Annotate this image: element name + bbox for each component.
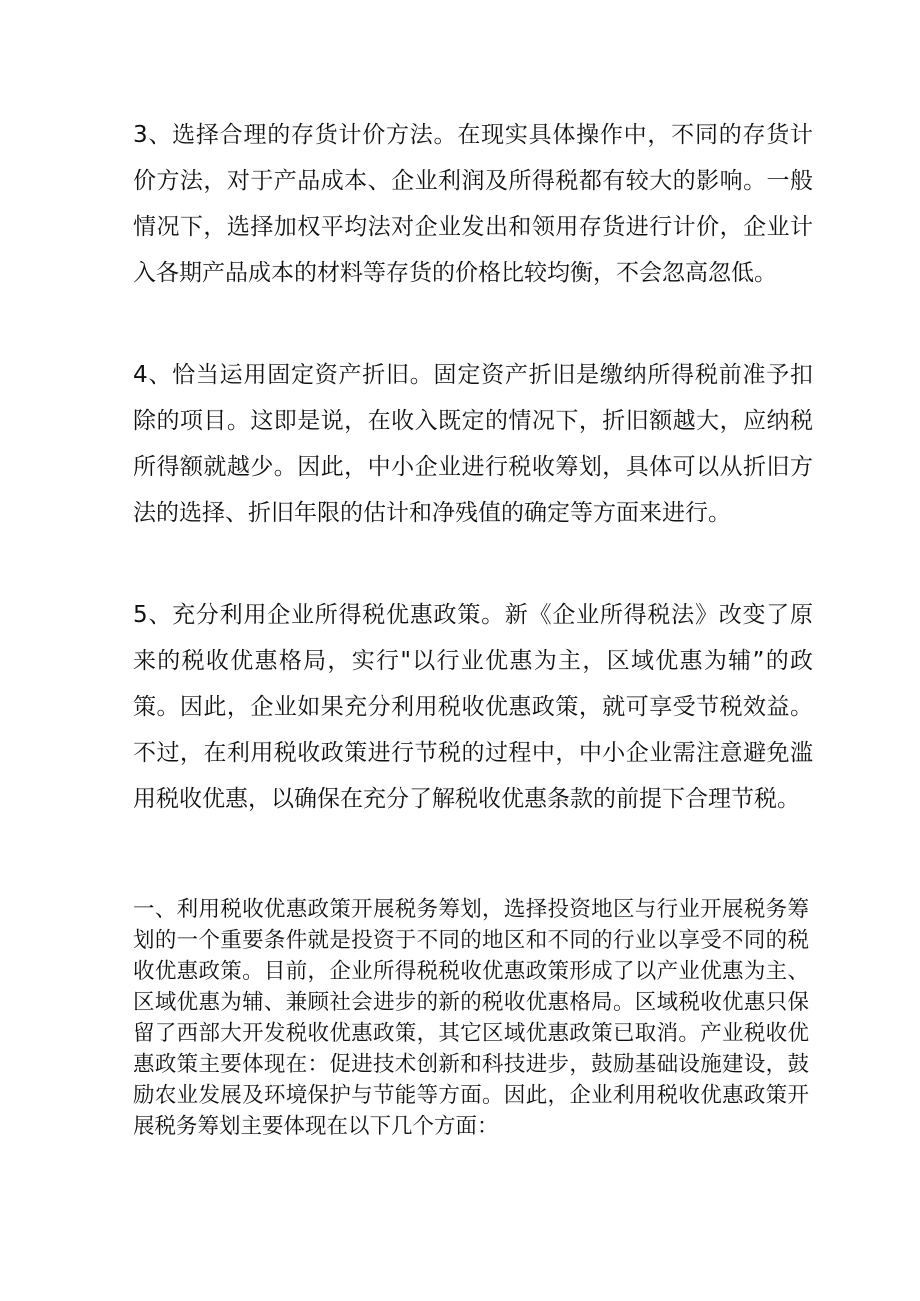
paragraph-fixed-asset-depreciation: 4、恰当运用固定资产折旧。固定资产折旧是缴纳所得税前准予扣除的项目。这即是说，在收入既定的情况下，折旧额越大，应纳税所得额就越少。因此，中小企业进行税收筹划，具体可以从折旧方法的选择、折旧年限的估计和净残值的确定等方面来进行。: [133, 362, 813, 526]
paragraph-inventory-valuation: 3、选择合理的存货计价方法。在现实具体操作中，不同的存货计价方法，对于产品成本、企业利润及所得税都有较大的影响。一般情况下，选择加权平均法对企业发出和领用存货进行计价，企业计入各期产品成本的材料等存货的价格比较均衡，不会忽高忽低。: [133, 122, 813, 286]
paragraph-section-one-tax-planning: 一、利用税收优惠政策开展税务筹划，选择投资地区与行业开展税务筹划的一个重要条件就是投资于不同的地区和不同的行业以享受不同的税收优惠政策。目前，企业所得税税收优惠政策形成了以产业优惠为主、区域优惠为辅、兼顾社会进步的新的税收优惠格局。区域税收优惠只保留了西部大开发税收优惠政策，其它区域优惠政策已取消。产业税收优惠政策主要体现在：促进技术创新和科技进步，鼓励基础设施建设，鼓励农业发展及环境保护与节能等方面。因此，企业利用税收优惠政策开展税务筹划主要体现在以下几个方面：: [133, 897, 809, 1139]
paragraph-tax-incentive-policy: 5、充分利用企业所得税优惠政策。新《企业所得税法》改变了原来的税收优惠格局，实行"以行业优惠为主，区域优惠为辅”的政策。因此，企业如果充分利用税收优惠政策，就可享受节税效益。不过，在利用税收政策进行节税的过程中，中小企业需注意避免滥用税收优惠，以确保在充分了解税收优惠条款的前提下合理节税。: [133, 602, 813, 812]
